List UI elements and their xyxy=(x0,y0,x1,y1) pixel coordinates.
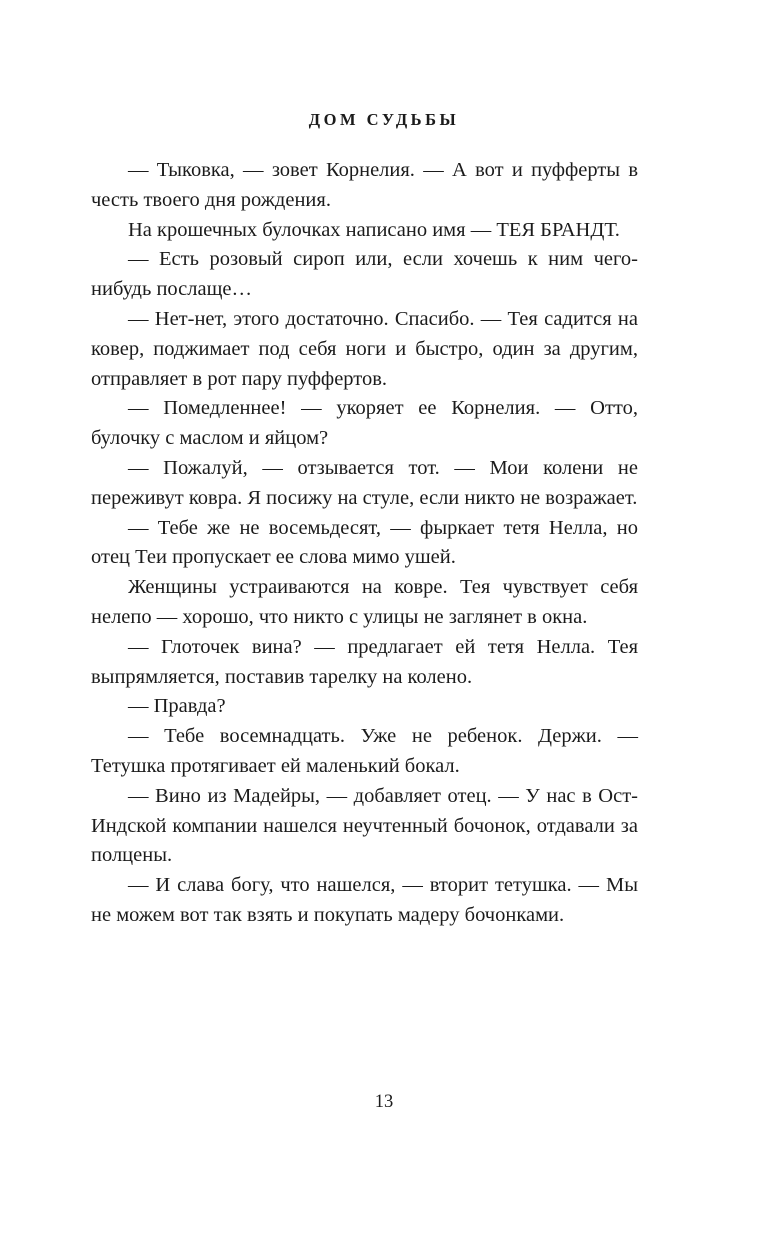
body-text xyxy=(91,156,638,931)
paragraph: — И слава богу, что нашелся, — вторит тетушка. — Мы не можем вот так взять и покупать мадеру бочонками. xyxy=(91,874,638,926)
paragraph: На крошечных булочках написано имя — ТЕЯ БРАНДТ. xyxy=(128,218,620,241)
paragraph: — Тебе восемнадцать. Уже не ребенок. Держи. — Тетушка протягивает ей маленький бокал. xyxy=(91,725,638,777)
paragraph: — Глоточек вина? — предлагает ей тетя Нелла. Тея выпрямляется, поставив тарелку на колено. xyxy=(91,635,638,688)
paragraph: — Тебе же не восемьдесят, — фыркает тетя Нелла, но отец Теи пропускает ее слова мимо ушей. xyxy=(91,516,638,569)
paragraph: — Помедленнее! — укоряет ее Корнелия. — Отто, булочку с маслом и яйцом? xyxy=(91,397,638,450)
paragraph: — Есть розовый сироп или, если хочешь к ним чего-нибудь послаще… xyxy=(91,248,638,301)
running-header: ДОМ СУДЬБЫ xyxy=(308,110,460,129)
paragraph: Женщины устраиваются на ковре. Тея чувствует себя нелепо — хорошо, что никто с улицы не заглянет в окна. xyxy=(91,576,638,628)
paragraph: — Вино из Мадейры, — добавляет отец. — У нас в Ост-Индской компании нашелся неучтенный бочонок, отдавали за полцены. xyxy=(91,784,638,867)
paragraph: — Тыковка, — зовет Корнелия. — А вот и пуфферты в честь твоего дня рождения. xyxy=(91,159,638,211)
paragraph: — Правда? xyxy=(128,695,226,718)
paragraph: — Нет-нет, этого достаточно. Спасибо. — Тея садится на ковер, поджимает под себя ноги и быстро, один за другим, отправляет в рот пару пуффертов. xyxy=(91,307,638,390)
paragraph: — Пожалуй, — отзывается тот. — Мои колени не переживут ковра. Я посижу на стуле, если никто не возражает. xyxy=(91,456,638,509)
page-number: 13 xyxy=(374,1092,394,1112)
